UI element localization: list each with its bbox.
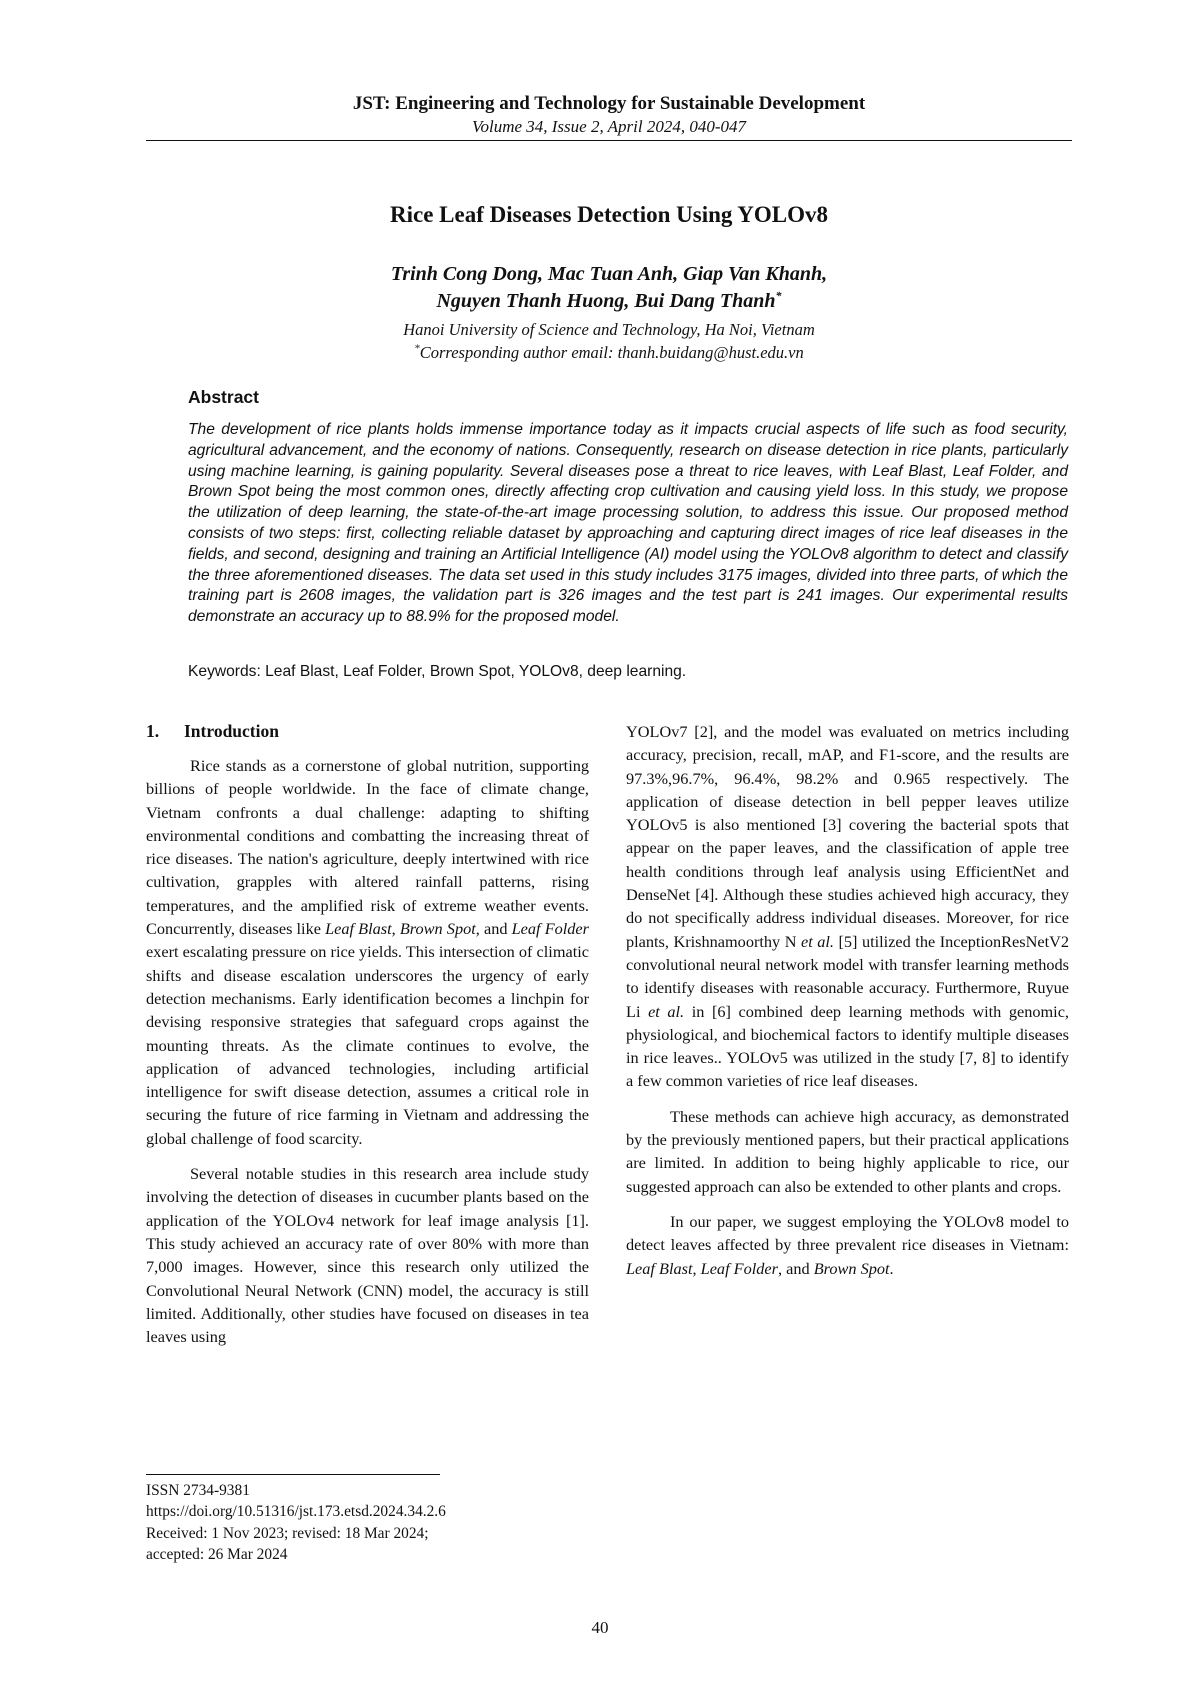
intro-paragraph-2-continued: YOLOv7 [2], and the model was evaluated on metrics including accuracy, precision, recall, mAP, and F1-score, and the results are 97.3%,96.7%, 96.4%, 98.2% and 0.965 respectively. The application of disease detection in bell pepper leaves utilize YOLOv5 is also mentioned [3] covering the bacterial spots that appear on the paper leaves, and the classification of apple tree health conditions through leaf analysis using EfficientNet and DenseNet [4]. Although these studies achieved high accuracy, they do not specifically address individual diseases. Moreover, for rice plants, Krishnamoorthy N et al. [5] utilized the InceptionResNetV2 convolutional neural network model with transfer learning methods to identify diseases with reasonable accuracy. Furthermore, Ruyue Li et al. in [6] combined deep learning methods with genomic, physiological, and biochemical factors to identify multiple diseases in rice leaves.. YOLOv5 was utilized in the study [7, 8] to identify a few common varieties of rice leaf diseases. [626, 722, 1070, 1091]
authors-line-2-text: Nguyen Thanh Huong, Bui Dang Thanh [436, 290, 776, 312]
section-title: Introduction [184, 721, 279, 741]
page-number: 40 [591, 1618, 609, 1637]
footnotes [146, 1480, 446, 1565]
journal-volume: Volume 34, Issue 2, April 2024, 040-047 [471, 117, 747, 136]
abstract-heading: Abstract [188, 387, 259, 407]
abstract-text: The development of rice plants holds immense importance today as it impacts crucial aspects of life such as food security, agricultural advancement, and the economy of nations. Consequently, research on disease detection in rice plants, particularly using machine learning, is gaining popularity. Several diseases pose a threat to rice leaves, with Leaf Blast, Leaf Folder, and Brown Spot being the most common ones, directly affecting crop cultivation and causing yield loss. In this study, we propose the utilization of deep learning, the state-of-the-art image processing solution, to address this issue. Our proposed method consists of two steps: first, collecting reliable dataset by approaching and capturing direct images of rice leaf diseases in the fields, and second, designing and training an Artificial Intelligence (AI) model using the YOLOv8 algorithm to detect and classify the three aforementioned diseases. The data set used in this study includes 3175 images, divided into three parts, of which the training part is 2608 images, the validation part is 326 images and the test part is 241 images. Our experimental results demonstrate an accuracy up to 88.9% for the proposed model. [188, 421, 1068, 626]
left-column [146, 720, 589, 1360]
accepted-date: accepted: 26 Mar 2024 [146, 1545, 288, 1563]
keywords: Keywords: Leaf Blast, Leaf Folder, Brown Spot, YOLOv8, deep learning. [188, 663, 687, 680]
intro-paragraph-4: In our paper, we suggest employing the YOLOv8 model to detect leaves affected by three prevalent rice diseases in Vietnam: Leaf Blast, Leaf Folder, and Brown Spot. [626, 1211, 1069, 1278]
paper-title: Rice Leaf Diseases Detection Using YOLOv8 [390, 202, 828, 227]
journal-header [146, 92, 1072, 138]
section-heading [146, 720, 589, 743]
authors-line-1: Trinh Cong Dong, Mac Tuan Anh, Giap Van Khanh, [390, 263, 828, 285]
disease-name: Leaf Blast [626, 1258, 693, 1278]
corresponding-email: Corresponding author email: thanh.buidang@hust.edu.vn [419, 343, 804, 362]
right-column [626, 720, 1069, 1292]
header-rule [146, 140, 1072, 141]
authors-line-2 [146, 288, 1072, 315]
intro-paragraph-1: Rice stands as a cornerstone of global nutrition, supporting billions of people worldwide. In the face of climate change, Vietnam confronts a dual challenge: adapting to shifting environmental conditions and combatting the increasing threat of rice diseases. The nation's agriculture, deeply intertwined with rice cultivation, grapples with altered rainfall patterns, rising temperatures, and the amplified risk of extreme weather events. Concurrently, diseases like Leaf Blast, Brown Spot, and Leaf Folder exert escalating pressure on rice yields. This intersection of climatic shifts and disease escalation underscores the urgency of early detection mechanisms. Early identification becomes a linchpin for devising responsive strategies that safeguard crops against the mounting threats. As the climate continues to evolve, the application of advanced technologies, including artificial intelligence for swift disease detection, assumes a critical role in securing the future of rice farming in Vietnam and addressing the global challenge of food scarcity. [146, 756, 589, 1148]
corresponding-marker: * [775, 288, 782, 303]
intro-paragraph-2: Several notable studies in this research area include study involving the detection of diseases in cucumber plants based on the application of the YOLOv4 network for leaf image analysis [1]. This study achieved an accuracy rate of over 80% with more than 7,000 images. However, since this research only utilized the Convolutional Neural Network (CNN) model, the accuracy is still limited. Additionally, other studies have focused on diseases in tea leaves using [146, 1164, 589, 1347]
author-list [146, 261, 1072, 315]
citation-etal: et al. [648, 1001, 685, 1021]
intro-paragraph-3: These methods can achieve high accuracy, as demonstrated by the previously mentioned papers, but their practical applications are limited. In addition to being highly applicable to rice, our suggested approach can also be extended to other plants and crops. [626, 1106, 1069, 1196]
issn: ISSN 2734-9381 [146, 1482, 250, 1499]
disease-name: Leaf Folder [700, 1258, 778, 1278]
citation-etal: et al. [800, 931, 834, 951]
disease-name: Leaf Blast [325, 919, 392, 939]
disease-name: Brown Spot [399, 919, 476, 939]
footnote-rule [146, 1474, 440, 1475]
affiliation-institution: Hanoi University of Science and Technology, Ha Noi, Vietnam [403, 320, 815, 339]
disease-name: Leaf Folder [511, 919, 589, 939]
received-dates: Received: 1 Nov 2023; revised: 18 Mar 2024; [146, 1524, 429, 1542]
disease-name: Brown Spot [813, 1258, 890, 1278]
section-number: 1. [146, 721, 160, 741]
corresponding-star: * [414, 342, 420, 355]
corresponding-author [146, 341, 1072, 364]
affiliation-block [146, 318, 1072, 364]
doi-link[interactable]: https://doi.org/10.51316/jst.173.etsd.2024.34.2.6 [146, 1503, 446, 1521]
journal-name: JST: Engineering and Technology for Sustainable Development [352, 93, 866, 114]
